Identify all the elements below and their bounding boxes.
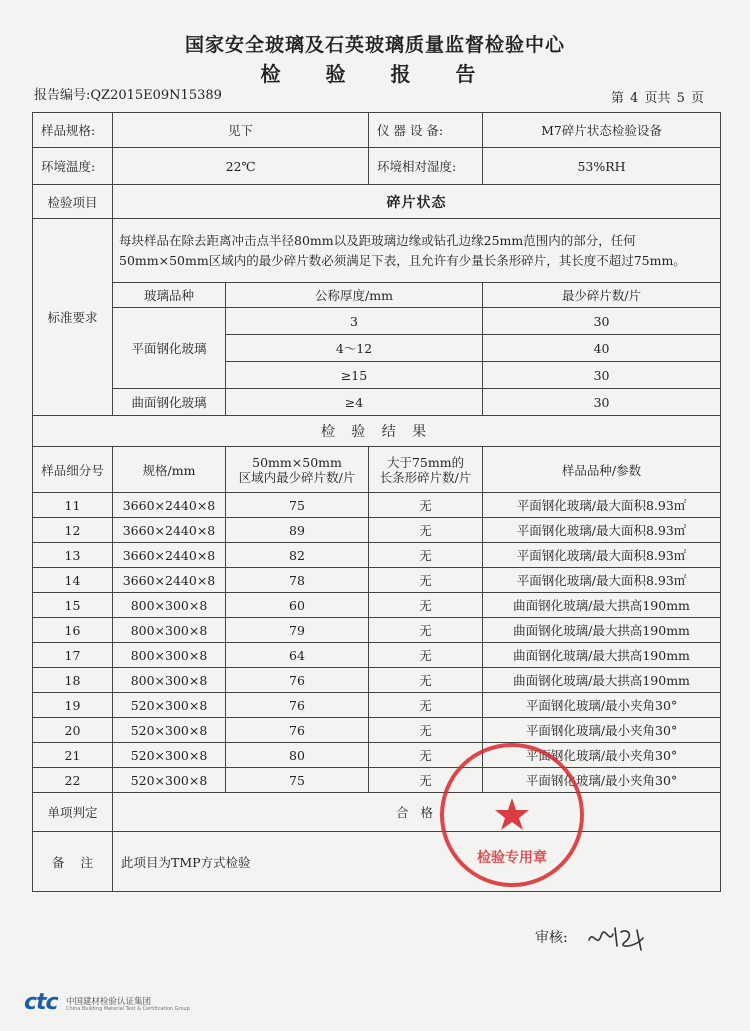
reviewer-signature	[585, 922, 655, 952]
result-long: 无	[369, 618, 483, 643]
result-spec: 3660×2440×8	[113, 493, 226, 518]
col-header-long	[369, 447, 483, 493]
result-count: 76	[226, 668, 369, 693]
result-row	[33, 693, 721, 718]
std-header-min: 最少碎片数/片	[483, 283, 721, 308]
result-count: 64	[226, 643, 369, 668]
std-label: 标准要求	[33, 219, 113, 416]
result-param: 平面钢化玻璃/最大面积8.93㎡	[483, 568, 721, 593]
spec-value: 见下	[113, 113, 369, 148]
result-row	[33, 643, 721, 668]
result-no: 19	[33, 693, 113, 718]
std-thickness: 4～12	[226, 335, 483, 362]
result-long: 无	[369, 768, 483, 793]
result-row	[33, 518, 721, 543]
judgement-row	[33, 793, 721, 832]
humidity-value: 53%RH	[483, 148, 721, 185]
col-header-no: 样品细分号	[33, 447, 113, 493]
result-spec: 3660×2440×8	[113, 518, 226, 543]
temp-label: 环境温度:	[33, 148, 113, 185]
results-title-row	[33, 416, 721, 447]
result-count: 76	[226, 693, 369, 718]
result-count: 80	[226, 743, 369, 768]
judgement-label: 单项判定	[33, 793, 113, 832]
results-header-row	[33, 447, 721, 493]
result-no: 14	[33, 568, 113, 593]
result-count: 60	[226, 593, 369, 618]
std-min: 30	[483, 362, 721, 389]
company-name-en: China Building Material Test & Certification Group	[66, 1006, 190, 1012]
result-row	[33, 768, 721, 793]
instrument-value: M7碎片状态检验设备	[483, 113, 721, 148]
result-row	[33, 743, 721, 768]
std-header-thickness: 公称厚度/mm	[226, 283, 483, 308]
result-long: 无	[369, 518, 483, 543]
col-header-count	[226, 447, 369, 493]
result-long: 无	[369, 643, 483, 668]
result-param: 曲面钢化玻璃/最大拱高190mm	[483, 668, 721, 693]
result-row	[33, 593, 721, 618]
result-param: 平面钢化玻璃/最大面积8.93㎡	[483, 518, 721, 543]
result-spec: 520×300×8	[113, 768, 226, 793]
result-param: 曲面钢化玻璃/最大拱高190mm	[483, 643, 721, 668]
col-header-spec: 规格/mm	[113, 447, 226, 493]
result-spec: 800×300×8	[113, 643, 226, 668]
report-number: 报告编号:QZ2015E09N15389	[34, 88, 222, 103]
results-title: 检 验 结 果	[33, 416, 721, 447]
result-no: 18	[33, 668, 113, 693]
std-desc-row	[33, 219, 721, 283]
result-no: 21	[33, 743, 113, 768]
company-name: 中国建材检验认证集团	[66, 997, 152, 1007]
item-label: 检验项目	[33, 185, 113, 219]
item-value: 碎片状态	[113, 185, 721, 219]
result-count: 79	[226, 618, 369, 643]
inspection-stamp	[437, 740, 587, 890]
result-count: 78	[226, 568, 369, 593]
result-long: 无	[369, 543, 483, 568]
std-header-row	[33, 283, 721, 308]
result-row	[33, 543, 721, 568]
result-count: 82	[226, 543, 369, 568]
inspection-item-row	[33, 185, 721, 219]
result-no: 13	[33, 543, 113, 568]
humidity-label: 环境相对湿度:	[369, 148, 483, 185]
result-spec: 3660×2440×8	[113, 568, 226, 593]
result-spec: 800×300×8	[113, 618, 226, 643]
result-no: 15	[33, 593, 113, 618]
info-row-env	[33, 148, 721, 185]
result-long: 无	[369, 718, 483, 743]
result-spec: 800×300×8	[113, 593, 226, 618]
std-row	[33, 389, 721, 416]
result-spec: 520×300×8	[113, 718, 226, 743]
result-no: 17	[33, 643, 113, 668]
result-long: 无	[369, 693, 483, 718]
result-long: 无	[369, 493, 483, 518]
std-type-flat: 平面钢化玻璃	[113, 308, 226, 389]
result-row	[33, 718, 721, 743]
std-description: 每块样品在除去距离冲击点半径80mm以及距玻璃边缘或钻孔边缘25mm范围内的部分，任何50mm×50mm区域内的最少碎片数必须满足下表，且允许有少量长条形碎片，其长度不超过75mm。	[113, 219, 721, 283]
spec-label: 样品规格:	[33, 113, 113, 148]
stamp-star-icon	[495, 798, 529, 830]
result-long: 无	[369, 593, 483, 618]
remarks-row	[33, 832, 721, 892]
result-param: 平面钢化玻璃/最大面积8.93㎡	[483, 493, 721, 518]
result-param: 平面钢化玻璃/最小夹角30°	[483, 718, 721, 743]
result-row	[33, 493, 721, 518]
col-header-long-line1: 大于75mm的	[386, 454, 465, 470]
std-thickness: ≥4	[226, 389, 483, 416]
std-thickness: ≥15	[226, 362, 483, 389]
result-row	[33, 668, 721, 693]
result-no: 11	[33, 493, 113, 518]
std-header-type: 玻璃品种	[113, 283, 226, 308]
result-long: 无	[369, 568, 483, 593]
stamp-text: 检验专用章	[477, 850, 547, 866]
page-number: 第 4 页共 5 页	[610, 91, 704, 106]
result-spec: 520×300×8	[113, 743, 226, 768]
std-min: 30	[483, 389, 721, 416]
remarks-value: 此项目为TMP方式检验	[113, 832, 721, 892]
col-header-param: 样品品种/参数	[483, 447, 721, 493]
col-header-count-line1: 50mm×50mm	[252, 454, 342, 470]
result-no: 16	[33, 618, 113, 643]
info-row-spec	[33, 113, 721, 148]
result-count: 76	[226, 718, 369, 743]
result-row	[33, 568, 721, 593]
std-row	[33, 308, 721, 335]
report-table	[32, 112, 721, 892]
org-title: 国家安全玻璃及石英玻璃质量监督检验中心	[184, 34, 565, 56]
footer-logo	[24, 990, 190, 1015]
results-body	[33, 493, 721, 793]
result-row	[33, 618, 721, 643]
result-long: 无	[369, 743, 483, 768]
temp-value: 22℃	[113, 148, 369, 185]
result-count: 75	[226, 768, 369, 793]
result-spec: 520×300×8	[113, 693, 226, 718]
result-count: 75	[226, 493, 369, 518]
std-min: 40	[483, 335, 721, 362]
col-header-long-line2: 长条形碎片数/片	[379, 469, 472, 485]
judgement-value: 合 格	[113, 793, 721, 832]
result-param: 曲面钢化玻璃/最大拱高190mm	[483, 593, 721, 618]
doc-title: 检 验 报 告	[260, 62, 490, 86]
result-count: 89	[226, 518, 369, 543]
std-type-curved: 曲面钢化玻璃	[113, 389, 226, 416]
std-min: 30	[483, 308, 721, 335]
result-param: 平面钢化玻璃/最小夹角30°	[483, 693, 721, 718]
result-no: 20	[33, 718, 113, 743]
ctc-logo: ctc	[24, 990, 58, 1015]
result-param: 平面钢化玻璃/最大面积8.93㎡	[483, 543, 721, 568]
reviewer-label: 审核:	[535, 930, 568, 946]
result-param: 曲面钢化玻璃/最大拱高190mm	[483, 618, 721, 643]
result-long: 无	[369, 668, 483, 693]
remarks-label: 备 注	[33, 832, 113, 892]
result-no: 12	[33, 518, 113, 543]
result-no: 22	[33, 768, 113, 793]
result-param: 平面钢化玻璃/最小夹角30°	[483, 768, 721, 793]
result-param: 平面钢化玻璃/最小夹角30°	[483, 743, 721, 768]
col-header-count-line2: 区域内最少碎片数/片	[238, 469, 356, 485]
result-spec: 800×300×8	[113, 668, 226, 693]
result-spec: 3660×2440×8	[113, 543, 226, 568]
std-thickness: 3	[226, 308, 483, 335]
instrument-label: 仪 器 设 备:	[369, 113, 483, 148]
